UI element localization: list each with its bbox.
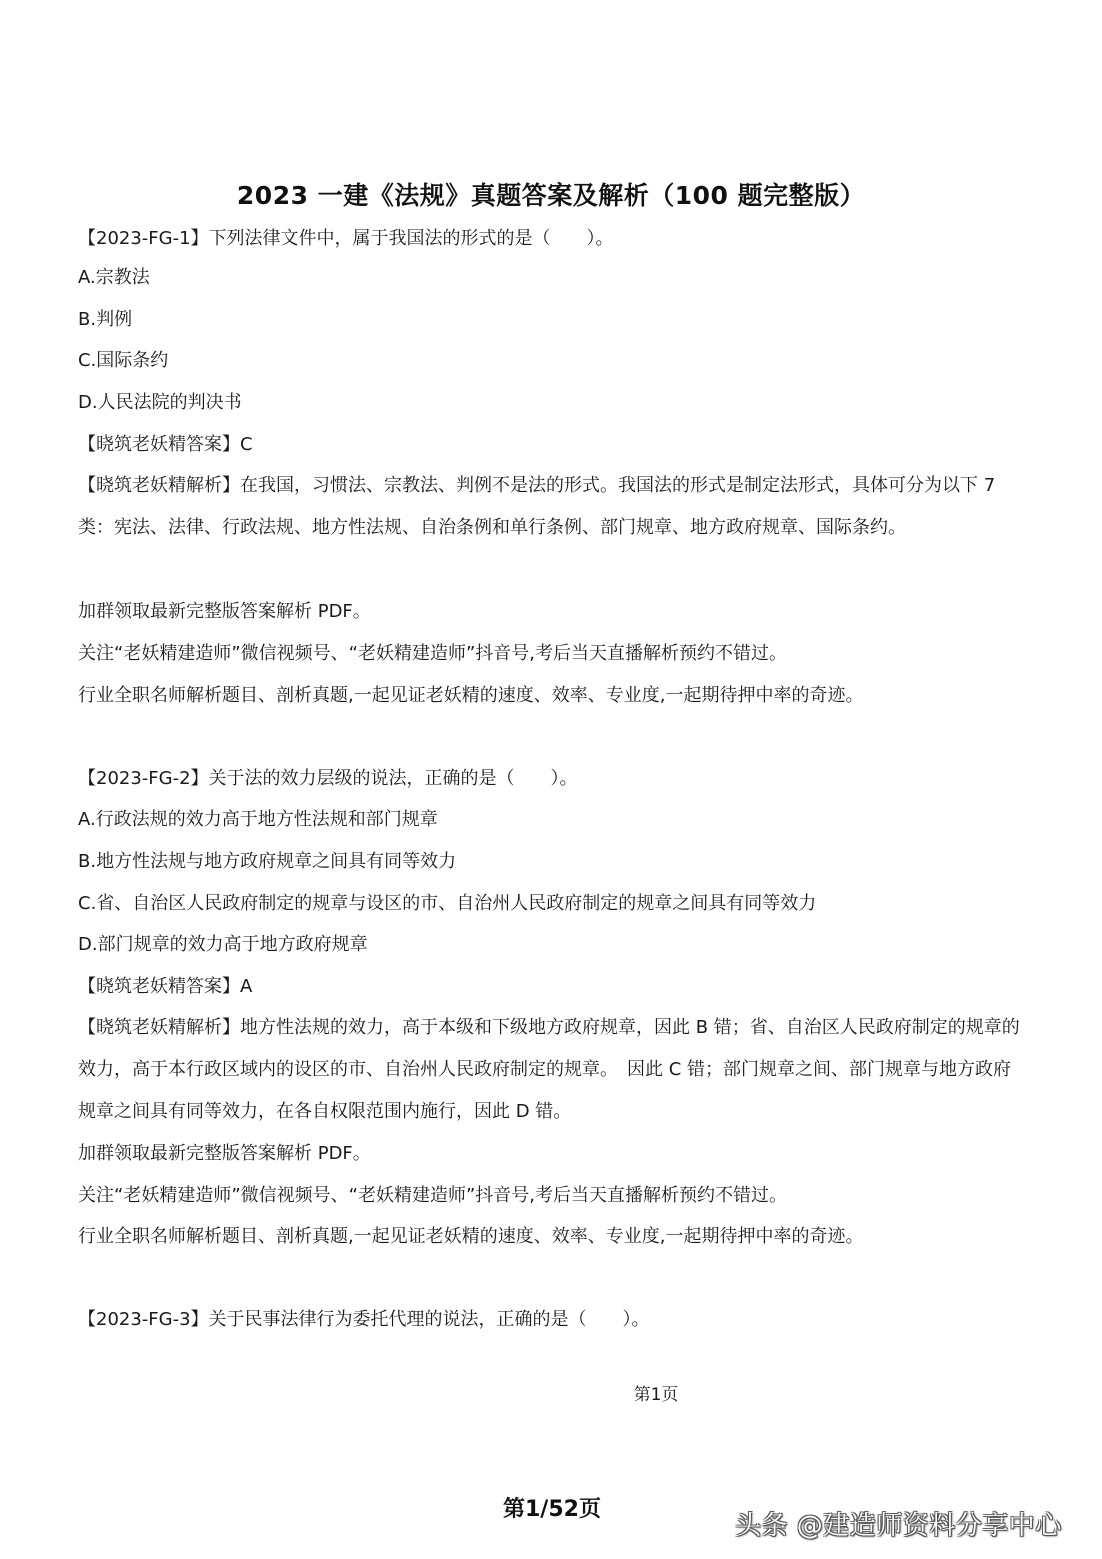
question-1-answer: 【晓筑老妖精答案】C <box>78 434 253 455</box>
question-2-analysis: 【晓筑老妖精解析】地方性法规的效力，高于本级和下级地方政府规章，因此 B 错；省、自治区人民政府制定的规章的效力，高于本行政区域内的设区的市、自治州人民政府制定的规章。 因此 C 错；部门规章之间、部门规章与地方政府规章之间具有同等效力，在各自权限范围内施行，因此 D 错。 <box>78 1017 1020 1122</box>
question-2-stem: 【2023-FG-2】关于法的效力层级的说法，正确的是（ ）。 <box>78 768 578 789</box>
document-title: 2023 一建《法规》真题答案及解析（100 题完整版） <box>236 181 866 210</box>
question-1-option-d: D.人民法院的判决书 <box>78 392 242 413</box>
question-1-stem: 【2023-FG-1】下列法律文件中，属于我国法的形式的是（ ）。 <box>78 228 614 249</box>
watermark: 头条 @建造师资料分享中心 <box>735 1511 1062 1541</box>
viewer-page-indicator: 第1/52页 <box>503 1497 601 1522</box>
question-2-promo-2: 关注“老妖精建造师”微信视频号、“老妖精建造师”抖音号,考后当天直播解析预约不错过。 <box>78 1185 788 1206</box>
question-1-analysis: 【晓筑老妖精解析】在我国，习惯法、宗教法、判例不是法的形式。我国法的形式是制定法形式，具体可分为以下 7 类：宪法、法律、行政法规、地方性法规、自治条例和单行条例、部门规章、地方政府规章、国际条约。 <box>78 475 996 538</box>
question-2-promo-3: 行业全职名师解析题目、剖析真题,一起见证老妖精的速度、效率、专业度,一起期待押中率的奇迹。 <box>78 1226 864 1247</box>
question-2-promo-1: 加群领取最新完整版答案解析 PDF。 <box>78 1143 371 1164</box>
question-2-option-d: D.部门规章的效力高于地方政府规章 <box>78 934 368 955</box>
question-1-option-b: B.判例 <box>78 309 133 330</box>
document-page-footer: 第1页 <box>633 1385 679 1405</box>
question-1-promo-1: 加群领取最新完整版答案解析 PDF。 <box>78 601 371 622</box>
question-2-option-a: A.行政法规的效力高于地方性法规和部门规章 <box>78 809 438 830</box>
question-1-promo-3: 行业全职名师解析题目、剖析真题,一起见证老妖精的速度、效率、专业度,一起期待押中率的奇迹。 <box>78 685 864 706</box>
question-2-answer: 【晓筑老妖精答案】A <box>78 976 253 997</box>
question-2-option-b: B.地方性法规与地方政府规章之间具有同等效力 <box>78 851 457 872</box>
question-2-option-c: C.省、自治区人民政府制定的规章与设区的市、自治州人民政府制定的规章之间具有同等效力 <box>78 893 817 914</box>
question-3-stem: 【2023-FG-3】关于民事法律行为委托代理的说法，正确的是（ ）。 <box>78 1309 650 1330</box>
question-1-promo-2: 关注“老妖精建造师”微信视频号、“老妖精建造师”抖音号,考后当天直播解析预约不错过。 <box>78 643 788 664</box>
question-1-option-a: A.宗教法 <box>78 267 150 288</box>
question-1-option-c: C.国际条约 <box>78 350 169 371</box>
